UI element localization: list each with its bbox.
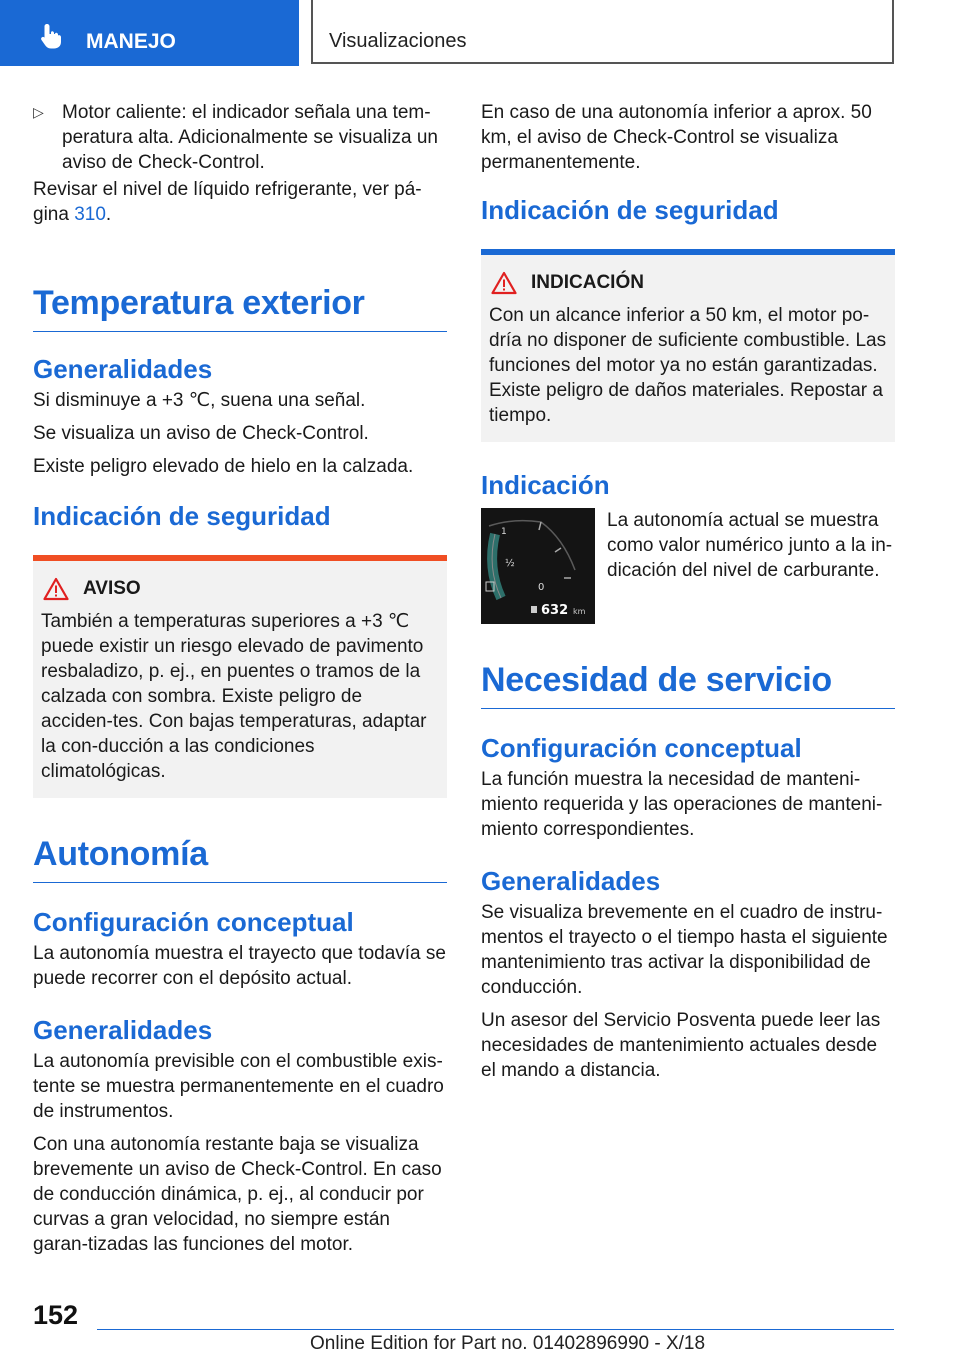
note-box: [481, 255, 895, 442]
left-column: [33, 100, 447, 1265]
header-tab-label: MANEJO: [86, 30, 176, 53]
instrument-cluster-image: [481, 508, 595, 624]
temp-gen-heading: Generalidades: [33, 354, 213, 384]
right-gen-text-1: Se visualiza brevemente en el cuadro de instru‐mentos el trayecto o el tiempo hasta el siguiente mantenimiento tras activar la disponibilidad de conducción.: [481, 902, 888, 998]
bullet-item: [33, 100, 447, 175]
right-safety-heading: Indicación de seguridad: [481, 195, 779, 225]
note-title-row: [489, 271, 887, 295]
concept-text: La autonomía muestra el trayecto que todavía se puede recorrer con el depósito actual.: [33, 943, 446, 989]
warning-triangle-icon: [43, 577, 69, 601]
indication-text: La autonomía actual se muestra como valor numérico junto a la in‐dicación del nivel de carburante.: [607, 510, 893, 581]
bullet-text: Motor caliente: el indicador señala una tem‐peratura alta. Adicionalmente se visualiza un aviso de Check-Control.: [62, 102, 439, 173]
footer-edition: Online Edition for Part no. 01402896990 - X/18: [310, 1333, 706, 1354]
bullet-triangle-icon: ▷: [33, 104, 44, 120]
header-section: [311, 0, 894, 64]
warning-title-row: [41, 577, 439, 601]
note-text: Con un alcance inferior a 50 km, el motor po‐dría no disponer de suficiente combustible. Las funciones del motor ya no están garantizadas. Existe peligro de daños materiales. Repostar a tiempo.: [489, 305, 887, 426]
hand-pointer-icon: [38, 22, 66, 50]
temp-line-2: Se visualiza un aviso de Check-Control.: [33, 423, 369, 444]
indication-block: [481, 508, 895, 624]
temp-title: Temperatura exterior: [33, 281, 447, 332]
warning-callout: [33, 555, 447, 798]
right-column: [481, 100, 895, 1091]
cluster-zero-label: 0: [538, 582, 545, 593]
coolant-end: .: [105, 204, 112, 225]
warning-text: También a temperaturas superiores a +3 ℃ puede existir un riesgo elevado de pavimento resbaladizo, p. ej., en puentes o tramos de la calzada con sombra. Existe peligro de acciden‐tes. Con bajas temperaturas, adaptar la con‐ducción a las condiciones climatológicas.: [41, 611, 427, 782]
temp-line-3: Existe peligro elevado de hielo en la calzada.: [33, 456, 414, 477]
cluster-range-value: 632: [541, 603, 569, 618]
service-title: Necesidad de servicio: [481, 658, 895, 709]
coolant-text: Revisar el nivel de líquido refrigerante, ver pá‐gina: [33, 179, 422, 225]
warning-triangle-icon: [491, 271, 517, 295]
gen-text-2: Con una autonomía restante baja se visualiza brevemente un aviso de Check-Control. En caso de conducción dinámica, p. ej., al conducir por curvas a gran velocidad, no siempre están garan‐tizadas las funciones del motor.: [33, 1134, 442, 1255]
header-tab: [0, 0, 299, 66]
footer-divider: [97, 1329, 894, 1330]
warning-box: [33, 561, 447, 798]
cluster-range-unit: km: [573, 607, 586, 616]
right-concept-heading: Configuración conceptual: [481, 733, 802, 763]
range-text: En caso de una autonomía inferior a aprox. 50 km, el aviso de Check-Control se visualiza permanentemente.: [481, 102, 872, 173]
autonomy-title: Autonomía: [33, 832, 447, 883]
page-number: 152: [33, 1300, 79, 1330]
indication-heading: Indicación: [481, 470, 610, 500]
note-title: INDICACIÓN: [531, 272, 644, 293]
temp-line-1: Si disminuye a +3 ℃, suena una señal.: [33, 390, 366, 411]
coolant-paragraph: [33, 177, 447, 227]
right-gen-heading: Generalidades: [481, 866, 661, 896]
safety-heading: Indicación de seguridad: [33, 501, 331, 531]
right-concept-text: La función muestra la necesidad de manteni‐miento requerida y las operaciones de manteni‐miento correspondientes.: [481, 769, 883, 840]
header-section-label: Visualizaciones: [329, 30, 467, 52]
warning-title: AVISO: [83, 578, 141, 599]
right-gen-text-2: Un asesor del Servicio Posventa puede leer las necesidades de mantenimiento actuales desde el mando a distancia.: [481, 1010, 881, 1081]
cluster-half-label: ½: [505, 558, 515, 569]
note-callout: [481, 249, 895, 442]
concept-heading: Configuración conceptual: [33, 907, 354, 937]
page-link-310[interactable]: 310: [74, 204, 106, 225]
gen-text-1: La autonomía previsible con el combustible exis‐tente se muestra permanentemente en el cuadro de instrumentos.: [33, 1051, 444, 1122]
cluster-one-label: 1: [501, 527, 507, 537]
gen-heading: Generalidades: [33, 1015, 213, 1045]
